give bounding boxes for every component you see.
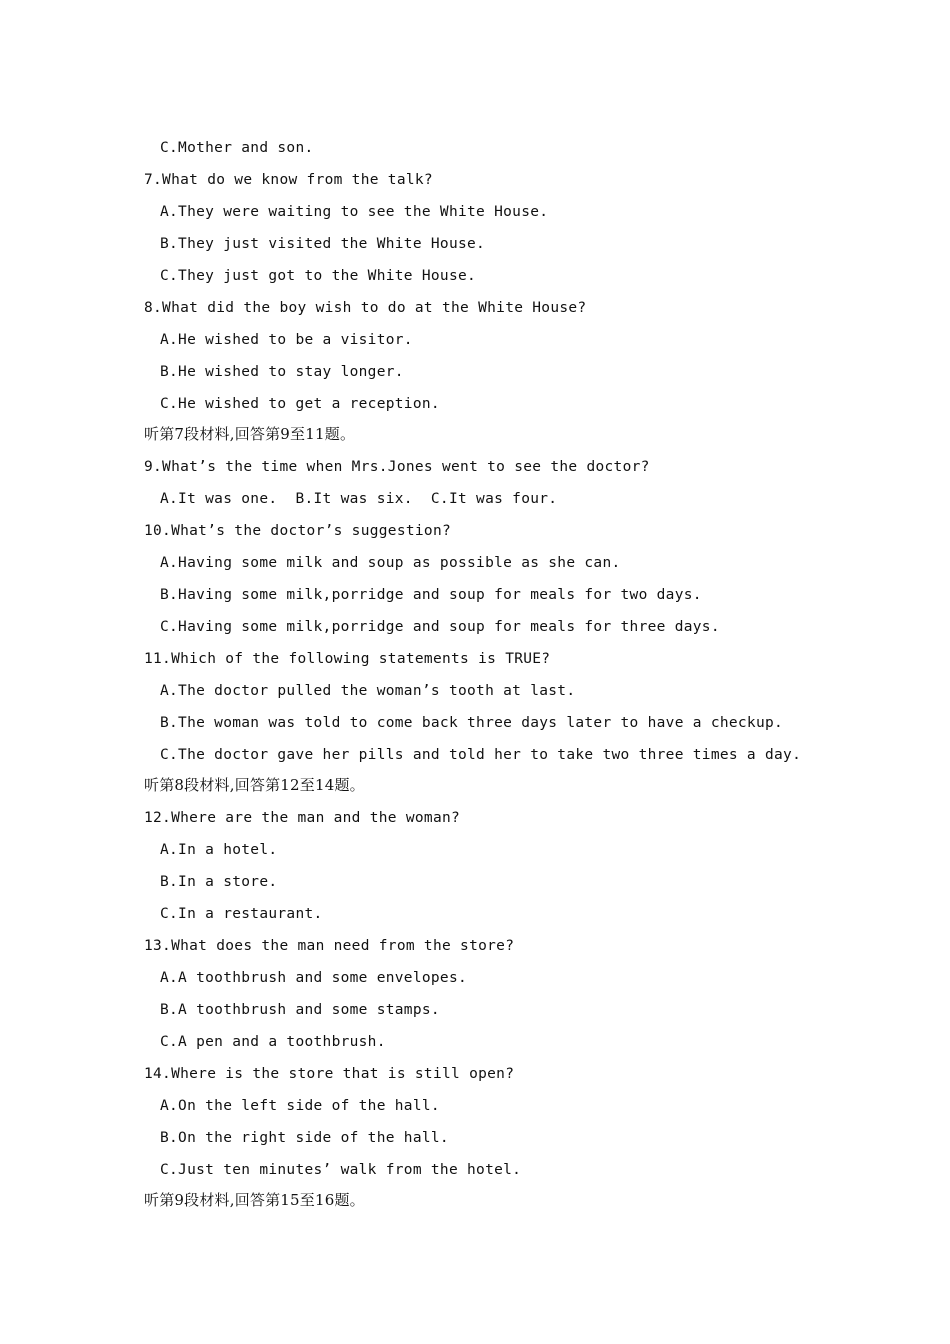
section-heading-9: 听第9段材料,回答第15至16题。 <box>144 1191 365 1209</box>
question-10: 10.What’s the doctor’s suggestion? <box>144 523 452 539</box>
option-14a: A.On the left side of the hall. <box>160 1098 440 1114</box>
question-9: 9.What’s the time when Mrs.Jones went to see the doctor? <box>144 459 650 475</box>
option-14c: C.Just ten minutes’ walk from the hotel. <box>160 1162 522 1178</box>
option-10c: C.Having some milk,porridge and soup for meals for three days. <box>160 619 720 635</box>
question-14: 14.Where is the store that is still open? <box>144 1066 515 1082</box>
option-8b: B.He wished to stay longer. <box>160 364 404 380</box>
option-10a: A.Having some milk and soup as possible as she can. <box>160 555 621 571</box>
option-12b: B.In a store. <box>160 874 278 890</box>
question-11: 11.Which of the following statements is TRUE? <box>144 651 551 667</box>
options-9: A.It was one. B.It was six. C.It was four. <box>160 491 558 507</box>
option-11b: B.The woman was told to come back three days later to have a checkup. <box>160 715 784 731</box>
option-7c: C.They just got to the White House. <box>160 268 477 284</box>
option-7b: B.They just visited the White House. <box>160 236 486 252</box>
option-13a: A.A toothbrush and some envelopes. <box>160 970 468 986</box>
option-12c: C.In a restaurant. <box>160 906 323 922</box>
option-12a: A.In a hotel. <box>160 842 278 858</box>
option-13b: B.A toothbrush and some stamps. <box>160 1002 440 1018</box>
option-13c: C.A pen and a toothbrush. <box>160 1034 386 1050</box>
option-11c: C.The doctor gave her pills and told her to take two three times a day. <box>160 747 802 763</box>
option-11a: A.The doctor pulled the woman’s tooth at last. <box>160 683 576 699</box>
option-7a: A.They were waiting to see the White House. <box>160 204 549 220</box>
option-8a: A.He wished to be a visitor. <box>160 332 413 348</box>
option-6c: C.Mother and son. <box>160 140 314 156</box>
question-12: 12.Where are the man and the woman? <box>144 810 461 826</box>
option-8c: C.He wished to get a reception. <box>160 396 440 412</box>
section-heading-8: 听第8段材料,回答第12至14题。 <box>144 776 365 794</box>
question-13: 13.What does the man need from the store? <box>144 938 515 954</box>
option-10b: B.Having some milk,porridge and soup for meals for two days. <box>160 587 702 603</box>
question-8: 8.What did the boy wish to do at the White House? <box>144 300 587 316</box>
section-heading-7: 听第7段材料,回答第9至11题。 <box>144 425 356 443</box>
question-7: 7.What do we know from the talk? <box>144 172 433 188</box>
option-14b: B.On the right side of the hall. <box>160 1130 449 1146</box>
